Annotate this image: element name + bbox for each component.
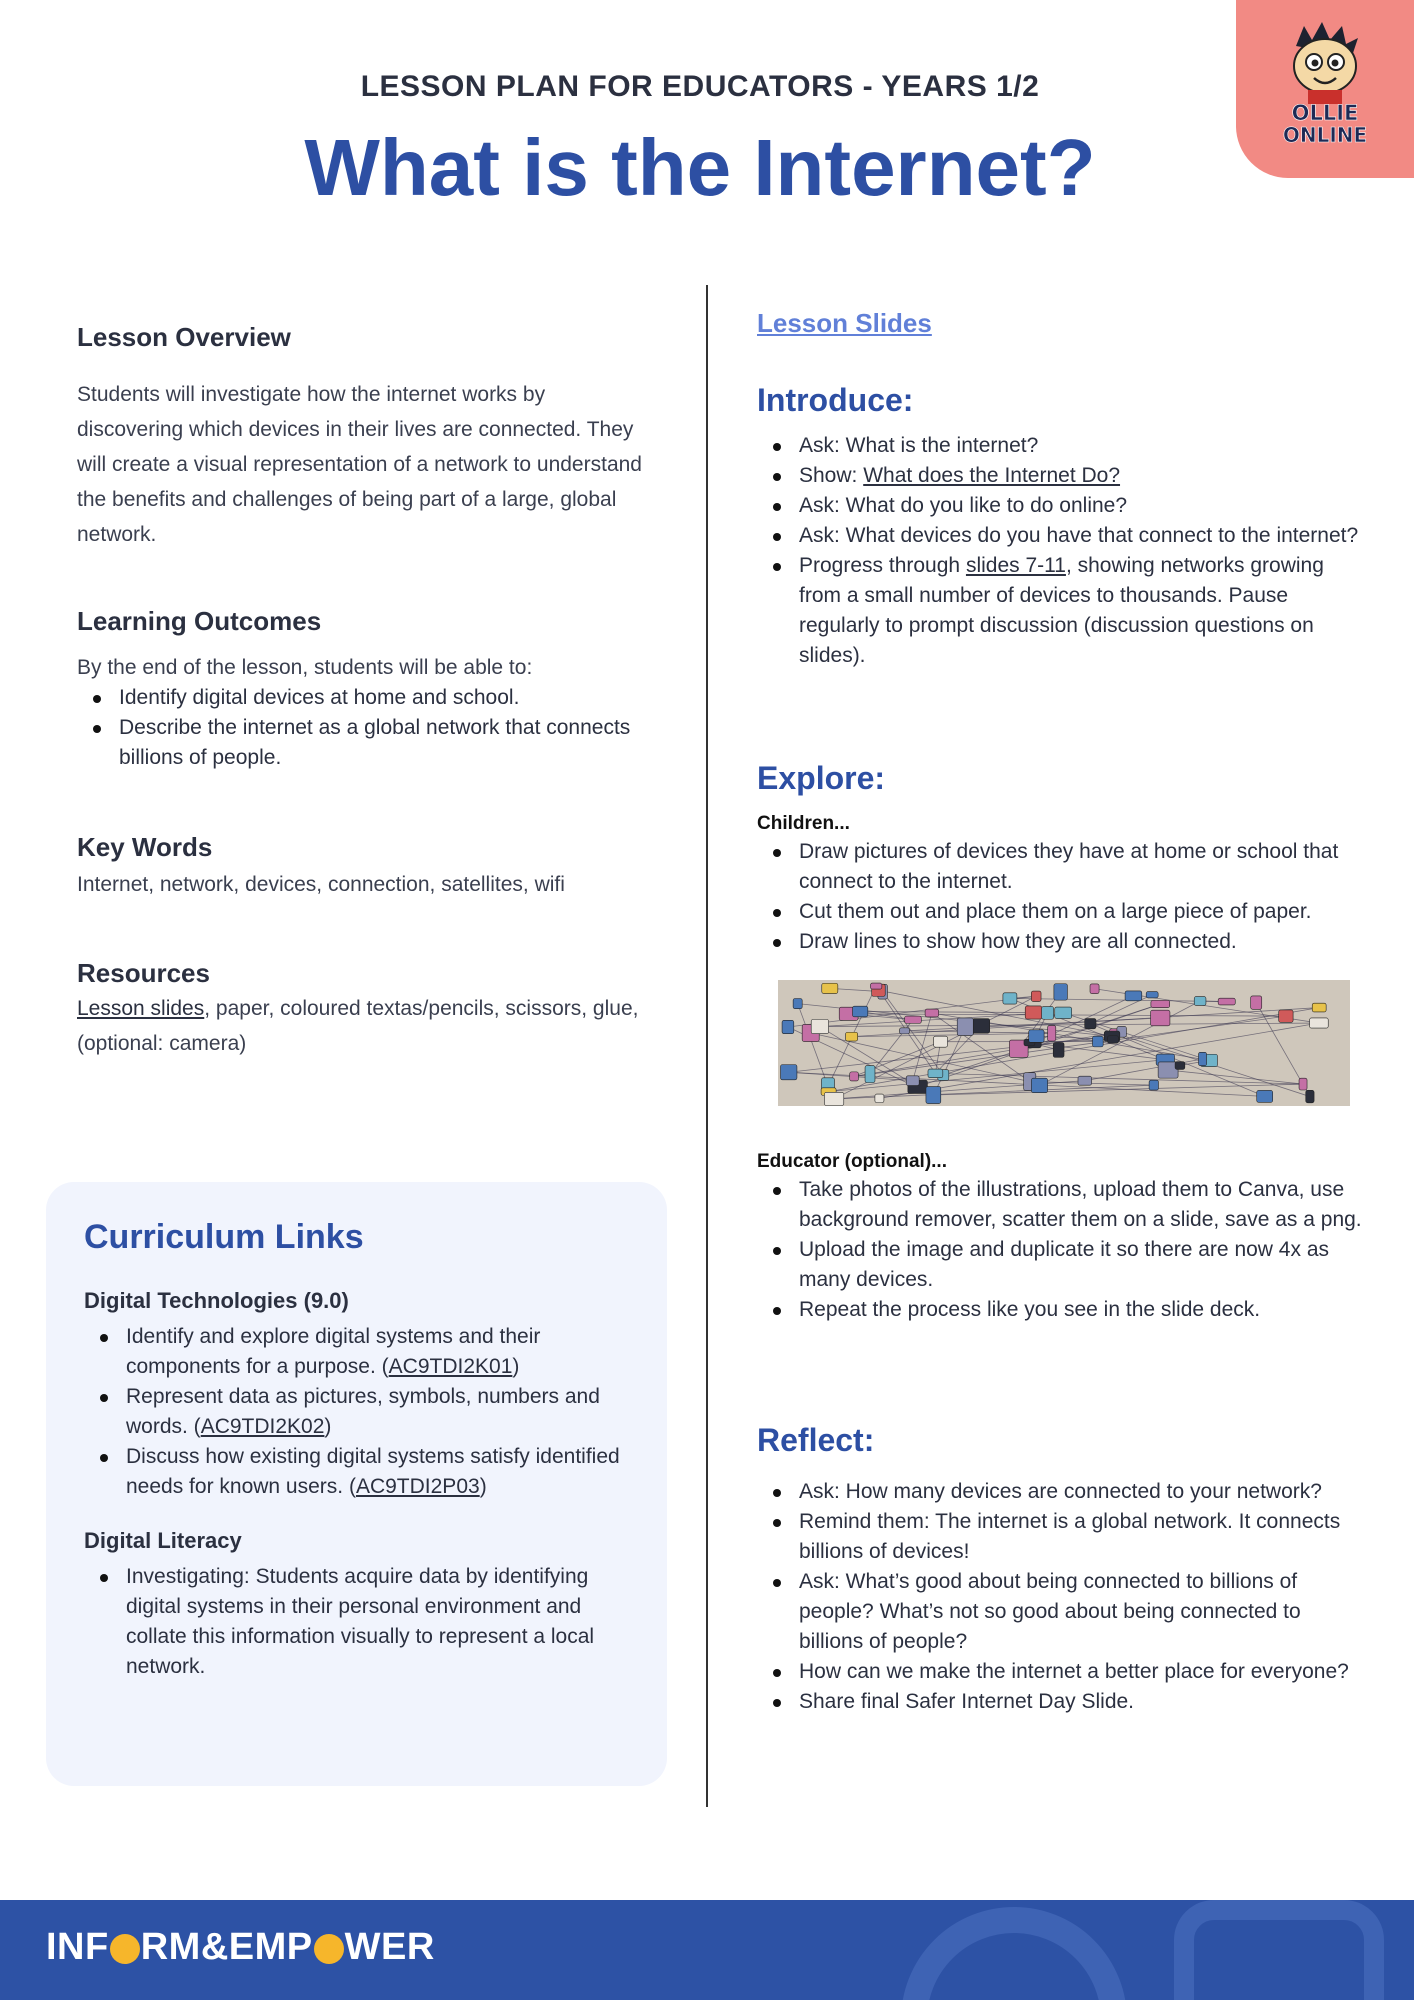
device-drawing: [1055, 1007, 1072, 1018]
digital-literacy-heading: Digital Literacy: [84, 1528, 242, 1553]
children-label: Children...: [757, 813, 850, 834]
device-drawing: [1108, 1036, 1119, 1043]
device-network-photo: [778, 980, 1350, 1106]
introduce-section: [757, 382, 1367, 671]
footer-decoration-icon: [894, 1900, 1414, 2000]
educator-label: Educator (optional)...: [757, 1151, 947, 1172]
device-drawing: [853, 1006, 868, 1017]
device-drawing: [934, 1036, 948, 1047]
digital-technologies-list: [84, 1322, 644, 1502]
list-item: Progress through slides 7-11, showing networks growing from a small number of devices to thousands. Pause regularly to prompt discussion (discussion questions on slides).: [757, 551, 1367, 671]
device-drawing: [1085, 1019, 1096, 1029]
device-drawing: [926, 1087, 941, 1104]
list-item: Draw pictures of devices they have at home or school that connect to the internet.: [757, 837, 1367, 897]
device-drawing: [1146, 992, 1158, 998]
device-drawing: [1299, 1078, 1307, 1090]
list-item: Ask: What’s good about being connected to billions of people? What’s not so good about being connected to billions of people?: [757, 1567, 1367, 1657]
device-drawing: [1042, 1007, 1054, 1020]
list-item: Cut them out and place them on a large piece of paper.: [757, 897, 1367, 927]
device-drawing: [850, 1072, 859, 1081]
resources-section: [77, 958, 647, 1061]
list-item: Investigating: Students acquire data by identifying digital systems in their personal environment and collate this information visually to represent a local network.: [84, 1562, 644, 1682]
reflect-heading: Reflect:: [757, 1422, 875, 1458]
device-drawing: [905, 1016, 922, 1023]
device-drawing: [1090, 984, 1099, 994]
lesson-slides-section: [757, 308, 1367, 339]
device-drawing: [1151, 1010, 1170, 1026]
learning-outcomes-list: [77, 683, 647, 773]
connection-line: [829, 1008, 1320, 1092]
logo-text-ollie: OLLIE: [1291, 101, 1359, 125]
what-does-internet-do-link[interactable]: What does the Internet Do?: [863, 464, 1121, 487]
curriculum-code-link[interactable]: AC9TDI2K02: [200, 1415, 325, 1438]
device-drawing: [822, 983, 838, 993]
curriculum-links-heading: Curriculum Links: [84, 1218, 364, 1256]
learning-outcomes-section: [77, 606, 647, 773]
logo-smile-icon: [314, 1934, 344, 1964]
connection-line: [883, 992, 944, 1075]
list-item: Identify digital devices at home and school.: [77, 683, 647, 713]
introduce-list: [757, 431, 1367, 671]
digital-technologies-block: [84, 1288, 644, 1682]
device-drawing: [1092, 1036, 1103, 1047]
list-item: Repeat the process like you see in the slide deck.: [757, 1295, 1367, 1325]
inform-empower-logo: INF RM&EMP WER: [46, 1926, 435, 1968]
key-words-section: [77, 832, 647, 902]
footer-banner: [0, 1900, 1414, 2000]
column-divider: [706, 285, 708, 1807]
list-item: Ask: What is the internet?: [757, 431, 1367, 461]
device-drawing: [1312, 1003, 1326, 1012]
reflect-list: [757, 1477, 1367, 1717]
device-drawing: [1048, 1026, 1056, 1041]
device-drawing: [1194, 997, 1206, 1006]
device-drawing: [781, 1065, 797, 1080]
learning-outcomes-intro: By the end of the lesson, students will be able to:: [77, 656, 533, 679]
device-drawing: [928, 1069, 943, 1078]
page-subtitle: LESSON PLAN FOR EDUCATORS - YEARS 1/2: [360, 70, 1040, 103]
device-drawing: [1175, 1062, 1185, 1070]
device-drawing: [793, 998, 802, 1008]
curriculum-code-link[interactable]: AC9TDI2P03: [355, 1475, 480, 1498]
list-item: Identify and explore digital systems and their components for a purpose. (AC9TDI2K01): [84, 1322, 644, 1382]
resources-heading: Resources: [77, 958, 210, 988]
lesson-overview-text: Students will investigate how the internet works by discovering which devices in their lives are connected. They will create a visual representation of a network to understand the benefits and challenges of being part of a large, global network.: [77, 383, 642, 546]
device-drawing: [1078, 1076, 1092, 1085]
device-drawing: [1029, 1030, 1044, 1042]
curriculum-code-link[interactable]: AC9TDI2K01: [388, 1355, 513, 1378]
device-drawing: [906, 1076, 919, 1086]
learning-outcomes-heading: Learning Outcomes: [77, 606, 322, 636]
list-item: Remind them: The internet is a global network. It connects billions of devices!: [757, 1507, 1367, 1567]
device-drawing: [1031, 1078, 1047, 1092]
key-words-text: Internet, network, devices, connection, satellites, wifi: [77, 873, 565, 896]
device-drawing: [957, 1018, 973, 1036]
digital-literacy-list: [84, 1562, 644, 1682]
key-words-heading: Key Words: [77, 832, 213, 862]
educator-section: [757, 1151, 1367, 1325]
device-drawing: [1053, 1042, 1064, 1057]
list-item: Take photos of the illustrations, upload them to Canva, use background remover, scatter them on a slide, save as a png.: [757, 1175, 1367, 1235]
explore-heading: Explore:: [757, 760, 886, 796]
lesson-overview-section: [77, 322, 647, 552]
connection-line: [854, 1033, 1114, 1077]
resources-text: [77, 991, 647, 1061]
resources-list-text: , paper, coloured textas/pencils, scissors, glue, (optional: camera): [77, 997, 639, 1055]
list-item: Draw lines to show how they are all connected.: [757, 927, 1367, 957]
device-drawing: [1003, 993, 1017, 1004]
device-drawing: [870, 983, 881, 989]
reflect-section: [757, 1422, 1367, 1717]
list-item: Upload the image and duplicate it so there are now 4x as many devices.: [757, 1235, 1367, 1295]
introduce-heading: Introduce:: [757, 382, 914, 418]
list-item: How can we make the internet a better place for everyone?: [757, 1657, 1367, 1687]
connection-line: [860, 1012, 1033, 1013]
device-drawing: [1025, 1006, 1042, 1019]
device-drawing: [846, 1032, 858, 1041]
lesson-slides-link[interactable]: Lesson slides: [77, 997, 205, 1020]
logo-o-icon: [110, 1934, 140, 1964]
educator-list: [757, 1175, 1367, 1325]
device-drawing: [1031, 991, 1041, 1002]
device-drawing: [972, 1019, 989, 1033]
explore-section: [757, 760, 1367, 957]
list-item: Show: What does the Internet Do?: [757, 461, 1367, 491]
device-drawing: [1257, 1090, 1273, 1102]
device-drawing: [1125, 991, 1142, 1001]
device-drawing: [1149, 1080, 1158, 1090]
list-item: Ask: What devices do you have that connect to the internet?: [757, 521, 1367, 551]
device-drawing: [824, 1092, 843, 1105]
connection-line: [878, 990, 1112, 1036]
list-item: Describe the internet as a global network that connects billions of people.: [77, 713, 647, 773]
curriculum-links-panel: [46, 1182, 667, 1786]
list-item: Ask: How many devices are connected to your network?: [757, 1477, 1367, 1507]
children-list: [757, 837, 1367, 957]
device-drawing: [1251, 996, 1262, 1009]
device-drawing: [1218, 998, 1235, 1005]
device-drawing: [1054, 984, 1068, 1000]
device-drawing: [1310, 1018, 1329, 1028]
device-drawing: [1199, 1052, 1207, 1065]
device-drawing: [1306, 1090, 1314, 1102]
connection-line: [1090, 995, 1152, 1024]
list-item: Share final Safer Internet Day Slide.: [757, 1687, 1367, 1717]
lesson-overview-heading: Lesson Overview: [77, 322, 291, 352]
device-drawing: [865, 1066, 875, 1083]
device-drawing: [782, 1020, 794, 1033]
device-drawing: [899, 1028, 909, 1034]
list-item: Discuss how existing digital systems satisfy identified needs for known users. (AC9TDI2P03): [84, 1442, 644, 1502]
digital-technologies-heading: Digital Technologies (9.0): [84, 1288, 349, 1313]
lesson-slides-heading-link[interactable]: Lesson Slides: [757, 308, 932, 338]
device-drawing: [811, 1019, 828, 1033]
device-drawing: [875, 1094, 884, 1103]
connection-line: [879, 1023, 1318, 1098]
page-title: What is the Internet?: [304, 123, 1096, 212]
slides-7-11-link[interactable]: slides 7-11: [965, 554, 1066, 577]
list-item: Represent data as pictures, symbols, numbers and words. (AC9TDI2K02): [84, 1382, 644, 1442]
device-drawing: [1151, 1000, 1170, 1007]
connection-line: [1085, 1059, 1203, 1081]
device-drawing: [1279, 1010, 1293, 1022]
device-drawing: [925, 1009, 939, 1017]
device-network-illustration: [778, 980, 1350, 1106]
list-item: Ask: What do you like to do online?: [757, 491, 1367, 521]
logo-text-online: ONLINE: [1282, 123, 1368, 147]
